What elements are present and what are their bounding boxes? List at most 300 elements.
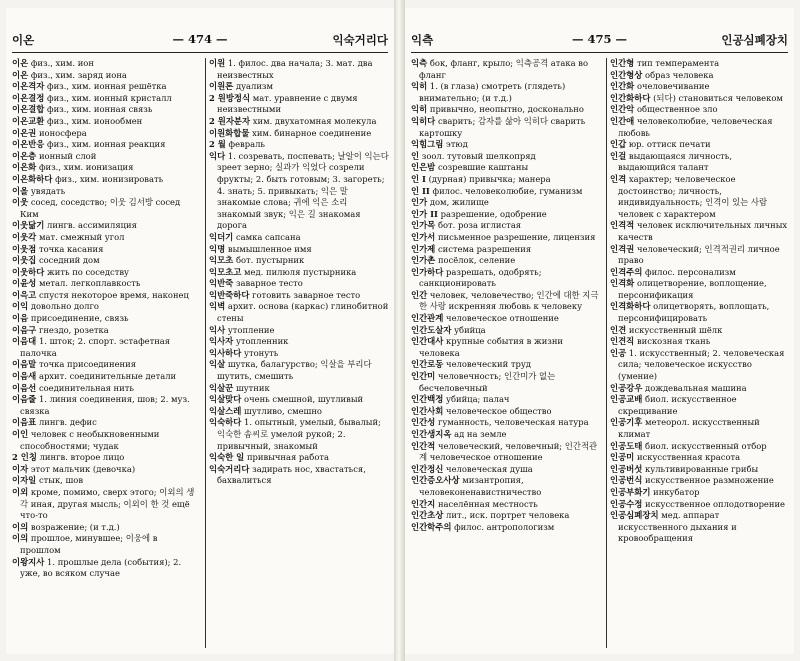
dictionary-column bbox=[610, 58, 788, 545]
entry-translation: характер; человеческое достоинство; личность, индивидуальность; 인격이 있는 사람 человек с характером bbox=[618, 173, 768, 219]
entry-translation: жить по соседству bbox=[47, 266, 129, 277]
entry-headword: 인간 bbox=[411, 289, 428, 300]
entry-headword: 인간화하다 bbox=[610, 92, 651, 103]
entry-headword: 인공교배 bbox=[610, 394, 643, 405]
entry-headword: 인걸 bbox=[610, 150, 627, 161]
dictionary-entry bbox=[610, 174, 788, 220]
entry-translation: хим. двухатомная молекула bbox=[252, 115, 377, 126]
entry-headword: 이온화 bbox=[12, 162, 37, 173]
entry-translation: мед. аппарат искусственного дыхания и кровообращения bbox=[618, 510, 737, 544]
dictionary-column bbox=[209, 58, 389, 487]
entry-translation: готовить заварное тесто bbox=[252, 289, 361, 300]
dictionary-entry bbox=[12, 325, 199, 337]
entry-translation: человеческое отношение bbox=[446, 313, 559, 324]
dictionary-entry bbox=[610, 151, 788, 174]
entry-translation: искусственный шёлк bbox=[628, 324, 723, 335]
entry-headword: 익벽 bbox=[209, 301, 226, 312]
dictionary-column bbox=[12, 58, 199, 580]
dictionary-entry bbox=[12, 267, 199, 279]
entry-headword: 인간로동 bbox=[411, 359, 444, 370]
entry-headword: 인격화하다 bbox=[610, 301, 651, 312]
dictionary-entry bbox=[12, 151, 199, 163]
entry-headword: 인공부화기 bbox=[610, 486, 651, 497]
dictionary-entry bbox=[610, 394, 788, 417]
dictionary-entry bbox=[610, 383, 788, 395]
entry-headword: 인가 II bbox=[411, 208, 438, 219]
entry-translation: филос. персонализм bbox=[645, 266, 736, 277]
dictionary-entry bbox=[610, 81, 788, 93]
entry-translation: стык, шов bbox=[38, 475, 84, 486]
entry-translation: искусственное размножение bbox=[645, 475, 774, 486]
entry-translation: биол. искусственное скрещивание bbox=[618, 394, 737, 416]
dictionary-entry bbox=[411, 336, 601, 359]
dictionary-entry bbox=[411, 325, 601, 337]
dictionary-entry bbox=[12, 417, 199, 429]
dictionary-entry bbox=[411, 81, 601, 104]
entry-headword: 이온격자 bbox=[12, 81, 45, 92]
entry-headword: 인격 bbox=[610, 173, 627, 184]
entry-headword: 인공수정 bbox=[610, 498, 643, 509]
entry-headword: 2 원방정식 bbox=[209, 92, 251, 103]
entry-headword: 2 원자분자 bbox=[209, 115, 251, 126]
entry-translation: дом, жилище bbox=[429, 197, 489, 208]
entry-translation: физ., хим. ионизация bbox=[38, 162, 134, 173]
entry-translation: физ., хим. ион bbox=[30, 58, 94, 68]
dictionary-entry bbox=[209, 278, 389, 290]
entry-headword: 인간관계 bbox=[411, 313, 444, 324]
dictionary-entry bbox=[411, 394, 601, 406]
entry-headword: 인격적 bbox=[610, 220, 635, 231]
entry-translation: гуманность, человеческая натура bbox=[437, 417, 589, 428]
dictionary-entry bbox=[411, 174, 601, 186]
entry-translation: филос. человеколюбие, гуманизм bbox=[432, 185, 583, 196]
entry-translation: человеческое общество bbox=[446, 405, 552, 416]
entry-headword: 이음선 bbox=[12, 382, 37, 393]
dictionary-entry bbox=[411, 371, 601, 394]
entry-headword: 인 bbox=[411, 150, 420, 161]
dictionary-entry bbox=[12, 313, 199, 325]
entry-headword: 인견직 bbox=[610, 336, 635, 347]
dictionary-entry bbox=[12, 359, 199, 371]
dictionary-entry bbox=[610, 336, 788, 348]
dictionary-entry bbox=[12, 197, 199, 220]
entry-headword: 이웃점 bbox=[12, 243, 37, 254]
entry-headword: 익명 bbox=[209, 243, 226, 254]
entry-headword: 익살꾼 bbox=[209, 382, 234, 393]
entry-headword: 익히다 bbox=[411, 115, 436, 126]
entry-headword: 인간증오사상 bbox=[411, 475, 460, 486]
dictionary-entry bbox=[12, 162, 199, 174]
entry-translation: выдающаяся личность, выдающийся талант bbox=[618, 150, 732, 173]
dictionary-entry bbox=[12, 220, 199, 232]
entry-headword: 인공심폐장치 bbox=[610, 510, 659, 521]
entry-translation: (дурная) привычка; манера bbox=[428, 173, 551, 184]
entry-headword: 익사하다 bbox=[209, 347, 242, 358]
entry-translation: лит., иск. портрет человека bbox=[446, 510, 570, 521]
entry-headword: 이외 bbox=[12, 486, 29, 497]
entry-headword: 인격권 bbox=[610, 243, 635, 254]
entry-headword: 인간악 bbox=[610, 104, 635, 115]
dictionary-entry bbox=[12, 383, 199, 395]
entry-translation: мизантропия, человеконенавистничество bbox=[419, 475, 542, 497]
right-page bbox=[405, 8, 794, 654]
entry-headword: 이왕지사 bbox=[12, 556, 45, 567]
dictionary-entry bbox=[411, 232, 601, 244]
dictionary-entry bbox=[411, 104, 601, 116]
dictionary-entry bbox=[12, 278, 199, 290]
entry-translation: посёлок, селение bbox=[437, 255, 516, 266]
entry-translation: соединительная нить bbox=[38, 382, 134, 393]
page-header bbox=[411, 32, 788, 52]
entry-translation: довольно долго bbox=[30, 301, 99, 312]
entry-headword: 인공도태 bbox=[610, 440, 643, 451]
dictionary-entry bbox=[209, 464, 389, 487]
entry-translation: этюд bbox=[446, 139, 468, 150]
dictionary-entry bbox=[12, 290, 199, 302]
dictionary-entry bbox=[12, 394, 199, 417]
dictionary-entry bbox=[610, 301, 788, 324]
entry-headword: 이온교환 bbox=[12, 115, 45, 126]
entry-headword: 익더기 bbox=[209, 231, 234, 242]
entry-translation: культивированные грибы bbox=[645, 463, 759, 474]
entry-headword: 이음말 bbox=[12, 359, 37, 370]
entry-translation: метал. легкоплавкость bbox=[38, 278, 141, 289]
dictionary-entry bbox=[411, 290, 601, 313]
entry-translation: возражение; (и т.д.) bbox=[30, 521, 120, 532]
entry-headword: 이웃하다 bbox=[12, 266, 45, 277]
entry-translation: 1. шток; 2. спорт. эстафетная палочка bbox=[20, 336, 171, 358]
entry-headword: 인격화 bbox=[610, 278, 635, 289]
entry-translation: сварить; 감자를 삶아 익히다 сварить картошку bbox=[419, 115, 586, 138]
entry-translation: утонуть bbox=[244, 347, 279, 358]
entry-headword: 이의 bbox=[12, 521, 29, 532]
entry-headword: 인공기후 bbox=[610, 417, 643, 428]
entry-headword: 이온결정 bbox=[12, 92, 45, 103]
entry-translation: 1. (в глаза) смотреть (глядеть) внимательно; (и т.д.) bbox=[419, 81, 566, 103]
dictionary-entry bbox=[209, 128, 389, 140]
entry-translation: 1. опытный, умелый, бывалый; 익숙한 솜씨로 умелой рукой; 2. привычный, знакомый bbox=[217, 417, 381, 451]
entry-translation: метеорол. искусственный климат bbox=[618, 417, 760, 439]
dictionary-entry bbox=[209, 151, 389, 232]
entry-translation: дуализм bbox=[235, 81, 274, 92]
entry-headword: 이온 bbox=[12, 58, 29, 68]
entry-headword: 인공 bbox=[610, 347, 627, 358]
entry-headword: 인갑 bbox=[610, 139, 627, 150]
entry-headword: 이음구 bbox=[12, 324, 37, 335]
dictionary-entry bbox=[411, 359, 601, 371]
entry-translation: биол. искусственный отбор bbox=[645, 440, 767, 451]
entry-translation: ионный слой bbox=[38, 150, 97, 161]
entry-translation: убийца; палач bbox=[446, 394, 510, 405]
entry-translation: человечность; 인간미가 없는 бесчеловечный bbox=[419, 371, 556, 393]
dictionary-entry bbox=[411, 197, 601, 209]
entry-headword: 익다 bbox=[209, 150, 226, 161]
dictionary-entry bbox=[12, 104, 199, 116]
entry-translation: шутник bbox=[235, 382, 270, 393]
dictionary-entry bbox=[209, 93, 389, 116]
dictionary-entry bbox=[12, 174, 199, 186]
entry-headword: 익힘그림 bbox=[411, 139, 444, 150]
dictionary-entry bbox=[209, 267, 389, 279]
dictionary-entry bbox=[209, 255, 389, 267]
entry-translation: 1. искусственный; 2. человеческая сила; человеческое искусство (умение) bbox=[618, 347, 785, 382]
entry-headword: 이의 bbox=[12, 533, 29, 544]
entry-translation: ад на земле bbox=[454, 429, 507, 439]
entry-translation: физ., хим. ионная решётка bbox=[47, 81, 167, 92]
dictionary-entry bbox=[12, 452, 199, 464]
entry-translation: физ., хим. ионизировать bbox=[55, 173, 164, 184]
dictionary-entry bbox=[12, 139, 199, 151]
dictionary-entry bbox=[610, 464, 788, 476]
entry-headword: 이원 bbox=[209, 58, 226, 68]
dictionary-entry bbox=[411, 151, 601, 163]
dictionary-entry bbox=[12, 70, 199, 82]
dictionary-entry bbox=[209, 417, 389, 452]
entry-translation: общественное зло bbox=[636, 104, 718, 115]
dictionary-entry bbox=[610, 487, 788, 499]
entry-translation: убийца bbox=[454, 324, 486, 335]
entry-headword: 익히 bbox=[411, 81, 428, 92]
entry-headword: 인간초상 bbox=[411, 510, 444, 521]
dictionary-entry bbox=[12, 522, 199, 534]
entry-headword: 인가서 bbox=[411, 231, 436, 242]
entry-headword: 익측 bbox=[411, 58, 428, 68]
entry-translation: кроме, помимо, сверх этого; 이외의 생각 иная, другая мысль; 이외이 한 것 ещё что-то bbox=[20, 486, 195, 521]
entry-headword: 인은밤 bbox=[411, 162, 436, 173]
dictionary-entry bbox=[12, 244, 199, 256]
entry-translation: очень смешной, шутливый bbox=[244, 394, 364, 405]
entry-headword: 이자 bbox=[12, 463, 29, 474]
entry-headword: 인간도살자 bbox=[411, 324, 452, 335]
entry-headword: 이온층 bbox=[12, 150, 37, 161]
entry-headword: 이웃집 bbox=[12, 255, 37, 266]
entry-headword: 인간백정 bbox=[411, 394, 444, 405]
entry-headword: 이음표 bbox=[12, 417, 37, 428]
entry-translation: мат. уравнение с двумя неизвестными bbox=[217, 92, 358, 115]
dictionary-entry bbox=[610, 220, 788, 243]
dictionary-entry bbox=[209, 394, 389, 406]
entry-headword: 익숙한 일 bbox=[209, 452, 245, 463]
entry-translation: точка присоединения bbox=[38, 359, 136, 370]
dictionary-entry bbox=[12, 255, 199, 267]
entry-headword: 인가 bbox=[411, 197, 428, 208]
entry-headword: 익반죽하다 bbox=[209, 289, 250, 300]
entry-headword: 2 인칭 bbox=[12, 452, 37, 463]
entry-translation: очеловечивание bbox=[636, 81, 710, 92]
entry-translation: человек исключительных личных качеств bbox=[618, 220, 788, 242]
entry-translation: вискозная ткань bbox=[636, 336, 711, 347]
dictionary-entry bbox=[209, 139, 389, 151]
entry-headword: 인 II bbox=[411, 185, 430, 196]
entry-headword: 인간생지옥 bbox=[411, 429, 452, 439]
entry-translation: шутка, балагурство; 익살을 부리다 шутить, смешить bbox=[217, 359, 372, 382]
entry-translation: физ., хим. ионообмен bbox=[47, 115, 143, 126]
entry-headword: 익히 bbox=[411, 104, 428, 115]
dictionary-entry bbox=[411, 58, 601, 81]
dictionary-entry bbox=[411, 116, 601, 139]
entry-translation: зоол. тутовый шелкопряд bbox=[421, 150, 536, 161]
dictionary-entry bbox=[12, 371, 199, 383]
entry-headword: 인간형 bbox=[610, 58, 635, 68]
entry-headword: 인간지 bbox=[411, 498, 436, 509]
dictionary-entry bbox=[209, 244, 389, 256]
dictionary-entry bbox=[209, 116, 389, 128]
entry-translation: человеческий; 인격적권리 личное право bbox=[618, 243, 780, 266]
dictionary-entry bbox=[12, 429, 199, 452]
entry-headword: 인가제 bbox=[411, 243, 436, 254]
entry-translation: 1. филос. два начала; 3. мат. два неизвестных bbox=[217, 58, 373, 80]
dictionary-entry bbox=[610, 348, 788, 383]
entry-translation: шутливо, смешно bbox=[244, 405, 322, 416]
dictionary-entry bbox=[610, 70, 788, 82]
entry-translation: разрешать, одобрять; санкционировать bbox=[419, 266, 542, 289]
entry-translation: февраль bbox=[228, 139, 265, 150]
entry-headword: 인간사회 bbox=[411, 405, 444, 416]
entry-translation: увядать bbox=[30, 185, 66, 196]
entry-translation: физ., хим. ионный кристалл bbox=[47, 92, 172, 103]
entry-translation: гнездо, розетка bbox=[38, 324, 109, 335]
entry-headword: 익사자 bbox=[209, 336, 234, 347]
page-number: — 475 — bbox=[571, 32, 627, 46]
dictionary-entry bbox=[12, 336, 199, 359]
entry-translation: юр. оттиск печати bbox=[628, 139, 711, 150]
entry-headword: 이원론 bbox=[209, 81, 234, 92]
dictionary-entry bbox=[209, 383, 389, 395]
entry-translation: задирать нос, хвастаться, бахвалиться bbox=[217, 463, 366, 486]
entry-translation: лингв. дефис bbox=[38, 417, 97, 428]
entry-headword: 이웃각 bbox=[12, 231, 37, 242]
entry-translation: мат. смежный угол bbox=[38, 231, 125, 242]
entry-translation: искусственная красота bbox=[636, 452, 741, 463]
entry-translation: бот. пустырник bbox=[235, 255, 305, 266]
entry-translation: тип темперамента bbox=[636, 58, 720, 68]
header-left-guide-word: 이온 bbox=[12, 33, 35, 47]
dictionary-entry bbox=[209, 81, 389, 93]
entry-headword: 인공번식 bbox=[610, 475, 643, 486]
entry-headword: 익살맞다 bbox=[209, 394, 242, 405]
column-divider bbox=[606, 58, 607, 648]
entry-translation: (되다) становиться человеком bbox=[653, 92, 783, 103]
dictionary-entry bbox=[12, 116, 199, 128]
entry-headword: 2 월 bbox=[209, 139, 226, 150]
entry-translation: 1. созревать, поспевать; 날알이 익는다 зреет зерно; 실과가 익었다 созрели фрукты; 2. быть готовым; 3. загореть; 4. знать; 5. привыкать; 익은 말 знакомые слова; 귀에 익은 소리 знакомый звук; 익은 길 знакомая дорога bbox=[217, 150, 389, 231]
dictionary-entry bbox=[610, 441, 788, 453]
page-header bbox=[12, 32, 388, 52]
dictionary-entry bbox=[12, 487, 199, 522]
entry-headword: 이음새 bbox=[12, 371, 37, 382]
dictionary-entry bbox=[610, 325, 788, 337]
entry-translation: сосед, соседство; 이웃 김서방 сосед Ким bbox=[20, 197, 181, 219]
header-rule bbox=[12, 52, 388, 53]
entry-translation: мед. пилюля пустырника bbox=[244, 266, 357, 277]
entry-headword: 인견 bbox=[610, 324, 627, 335]
entry-headword: 인격주의 bbox=[610, 266, 643, 277]
entry-translation: человек, человечество; 인간에 대한 지극한 사랑 искренняя любовь к человеку bbox=[419, 289, 599, 312]
entry-headword: 이올 bbox=[12, 185, 29, 196]
dictionary-entry bbox=[209, 232, 389, 244]
dictionary-column bbox=[411, 58, 601, 533]
entry-headword: 인간미 bbox=[411, 371, 436, 382]
entry-translation: этот мальчик (девочка) bbox=[30, 463, 136, 474]
entry-translation: привычная работа bbox=[246, 452, 329, 463]
dictionary-entry bbox=[411, 139, 601, 151]
entry-translation: филос. антропологизм bbox=[454, 521, 555, 532]
dictionary-entry bbox=[411, 522, 601, 534]
entry-headword: 이음 bbox=[12, 313, 29, 324]
page-number: — 474 — bbox=[172, 32, 228, 46]
entry-translation: разрешение, одобрение bbox=[440, 208, 547, 219]
dictionary-entry bbox=[12, 81, 199, 93]
entry-translation: соседний дом bbox=[38, 255, 100, 266]
dictionary-entry bbox=[610, 417, 788, 440]
entry-headword: 인가목 bbox=[411, 220, 436, 231]
entry-translation: письменное разрешение, лицензия bbox=[437, 231, 596, 242]
entry-headword: 익모초 bbox=[209, 255, 234, 266]
entry-headword: 익사 bbox=[209, 324, 226, 335]
book-gutter bbox=[394, 0, 405, 661]
entry-translation: самка сапсана bbox=[235, 231, 301, 242]
entry-headword: 인간학주의 bbox=[411, 521, 452, 532]
entry-headword: 이웃닮기 bbox=[12, 220, 45, 231]
entry-headword: 인간대사 bbox=[411, 336, 444, 347]
entry-headword: 이온결합 bbox=[12, 104, 45, 115]
dictionary-entry bbox=[411, 464, 601, 476]
entry-headword: 익살 bbox=[209, 359, 226, 370]
entry-headword: 인 I bbox=[411, 173, 426, 184]
entry-headword: 익반죽 bbox=[209, 278, 234, 289]
entry-translation: олицетворять, воплощать, персонифицировать bbox=[618, 301, 770, 324]
entry-translation: прошлое, минувшее; 이웅에 в прошлом bbox=[20, 533, 158, 555]
entry-translation: инкубатор bbox=[653, 486, 700, 497]
dictionary-entry bbox=[209, 325, 389, 337]
entry-headword: 인가하다 bbox=[411, 266, 444, 277]
dictionary-entry bbox=[411, 417, 601, 429]
entry-headword: 인가촌 bbox=[411, 255, 436, 266]
entry-headword: 익살스레 bbox=[209, 405, 242, 416]
dictionary-entry bbox=[411, 441, 601, 464]
header-right-guide-word: 인공심폐장치 bbox=[721, 33, 788, 47]
entry-translation: олицетворение, воплощение, персонификация bbox=[618, 278, 767, 300]
dictionary-entry bbox=[610, 267, 788, 279]
entry-headword: 인간화 bbox=[610, 81, 635, 92]
entry-translation: крупные события в жизни человека bbox=[419, 336, 564, 358]
entry-translation: ионосфера bbox=[38, 127, 87, 138]
dictionary-entry bbox=[12, 186, 199, 198]
dictionary-entry bbox=[12, 301, 199, 313]
dictionary-entry bbox=[12, 533, 199, 556]
entry-translation: человеческий, человечный; 인간적관계 человеческое отношение bbox=[419, 440, 598, 463]
dictionary-entry bbox=[411, 267, 601, 290]
entry-translation: образ человека bbox=[645, 69, 714, 80]
entry-translation: искусственное оплодотворение bbox=[645, 498, 786, 509]
dictionary-entry bbox=[610, 475, 788, 487]
entry-headword: 이웃 bbox=[12, 197, 29, 208]
dictionary-entry bbox=[12, 464, 199, 476]
entry-headword: 이윤성 bbox=[12, 278, 37, 289]
entry-translation: хим. бинарное соединение bbox=[252, 127, 372, 138]
entry-headword: 인공미 bbox=[610, 452, 635, 463]
entry-translation: 1. линия соединения, шов; 2. муз. связка bbox=[20, 394, 190, 416]
entry-headword: 인간애 bbox=[610, 115, 635, 126]
dictionary-entry bbox=[610, 104, 788, 116]
dictionary-entry bbox=[610, 499, 788, 511]
entry-translation: бот. роза иглистая bbox=[437, 220, 522, 231]
entry-headword: 이온 bbox=[12, 69, 29, 80]
dictionary-entry bbox=[12, 475, 199, 487]
dictionary-entry bbox=[411, 406, 601, 418]
entry-headword: 익숙하다 bbox=[209, 417, 242, 428]
entry-headword: 이음줄 bbox=[12, 394, 37, 405]
